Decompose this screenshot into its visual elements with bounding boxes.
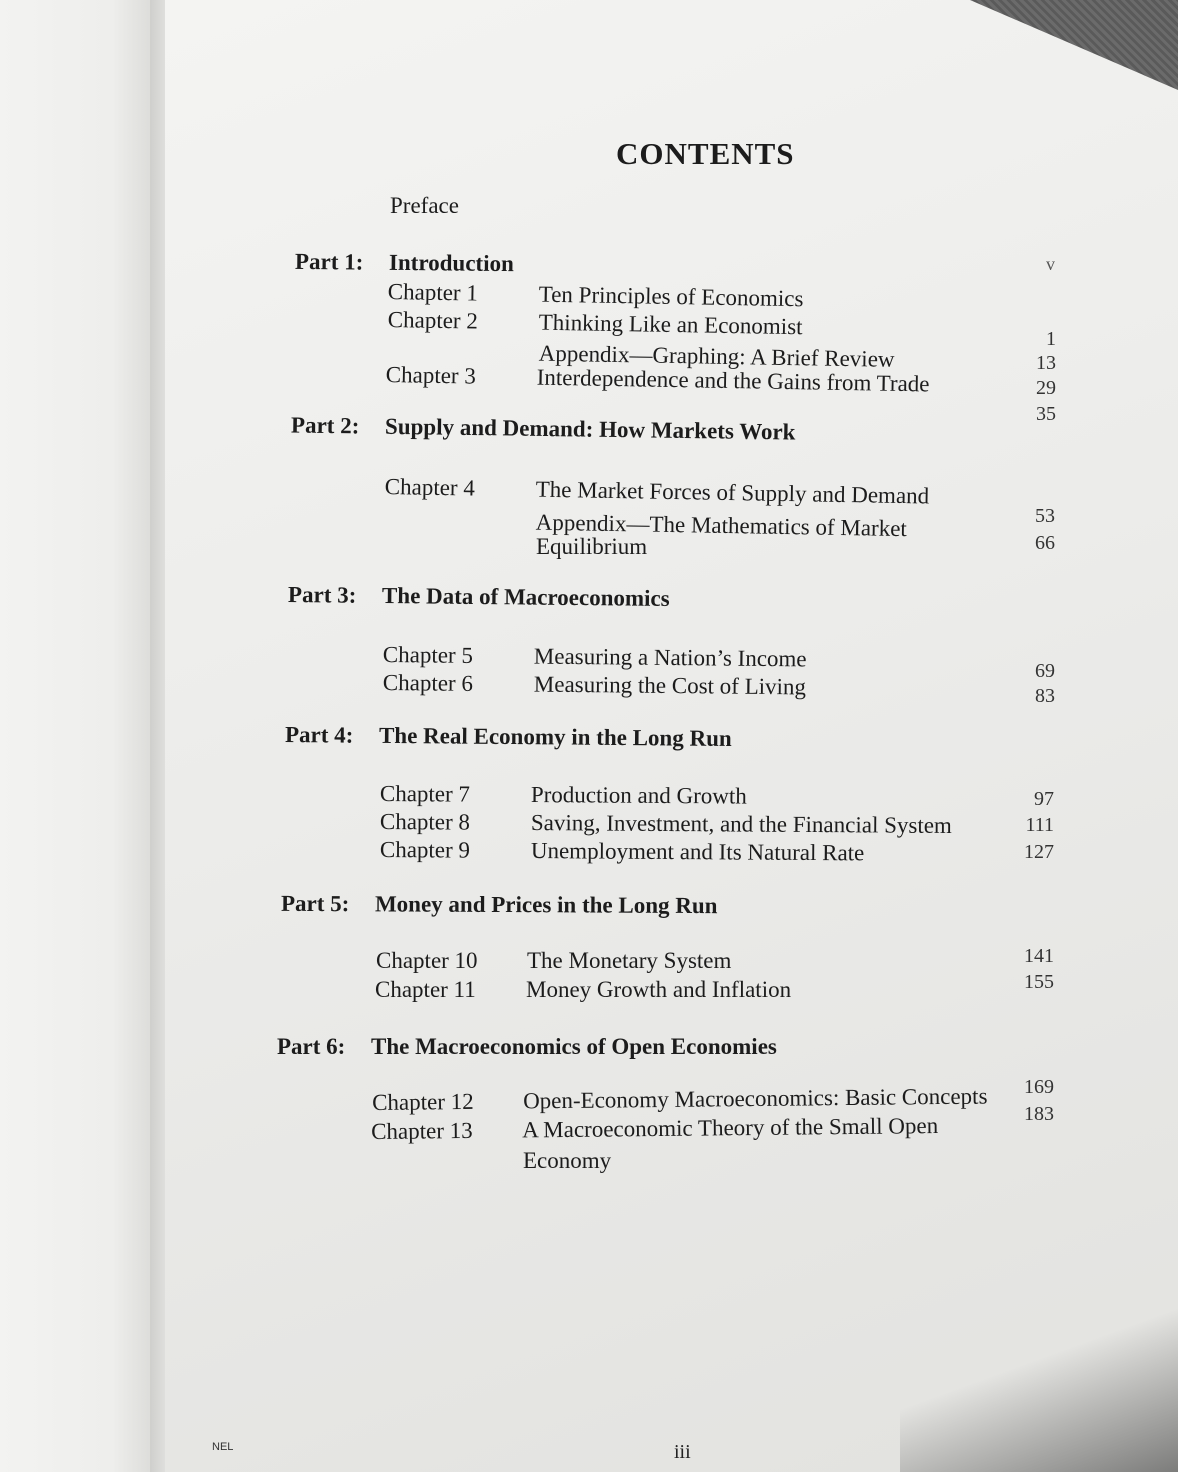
chapter-label: Chapter 1 xyxy=(387,279,479,306)
chapter-title: The Market Forces of Supply and Demand xyxy=(535,476,930,509)
page-number: 66 xyxy=(1035,532,1055,554)
part-label: Part 5: xyxy=(280,890,350,917)
page-number: 97 xyxy=(1034,788,1054,810)
chapter-label: Chapter 7 xyxy=(379,781,471,807)
chapter-title: Thinking Like an Economist xyxy=(538,309,803,340)
part-title: Money and Prices in the Long Run xyxy=(374,891,718,919)
chapter-title: Ten Principles of Economics xyxy=(538,281,804,312)
page-number: 13 xyxy=(1036,352,1056,374)
part-label: Part 6: xyxy=(277,1034,346,1059)
page-shadow xyxy=(900,1300,1178,1472)
chapter-label: Chapter 12 xyxy=(372,1088,474,1115)
part-title: The Data of Macroeconomics xyxy=(381,582,670,611)
part-label: Part 2: xyxy=(290,412,360,439)
preface-label: Preface xyxy=(390,193,459,218)
part-heading xyxy=(288,582,670,612)
chapter-label: Chapter 3 xyxy=(385,362,477,389)
preface-page-number: v xyxy=(1046,254,1055,274)
chapter-title: The Monetary System xyxy=(527,948,732,973)
part-label: Part 1: xyxy=(294,248,364,275)
page-number: 83 xyxy=(1035,685,1055,707)
facing-page xyxy=(0,0,160,1472)
chapter-label: Chapter 13 xyxy=(371,1117,473,1144)
page-number: 69 xyxy=(1035,660,1055,682)
footer-publisher-mark: NEL xyxy=(212,1441,234,1453)
chapter-label: Chapter 6 xyxy=(382,670,474,696)
part-title: The Real Economy in the Long Run xyxy=(378,722,732,751)
part-heading xyxy=(281,891,718,919)
chapter-title: Economy xyxy=(523,1148,612,1173)
chapter-title: Measuring a Nation’s Income xyxy=(533,643,807,672)
part-title: Introduction xyxy=(388,249,514,277)
chapter-label: Chapter 9 xyxy=(379,837,471,863)
page-number: 29 xyxy=(1036,377,1056,399)
part-heading xyxy=(285,722,732,752)
chapter-title: Unemployment and Its Natural Rate xyxy=(530,838,865,866)
page-number: 127 xyxy=(1024,841,1054,863)
chapter-label: Chapter 5 xyxy=(382,642,474,668)
part-title: The Macroeconomics of Open Economies xyxy=(371,1034,777,1059)
chapter-title: Money Growth and Inflation xyxy=(526,977,792,1002)
chapter-label: Chapter 4 xyxy=(384,474,476,501)
part-label: Part 3: xyxy=(287,582,357,608)
chapter-label: Chapter 2 xyxy=(387,307,479,334)
chapter-title: Open-Economy Macroeconomics: Basic Concepts xyxy=(522,1083,988,1114)
chapter-label: Chapter 11 xyxy=(375,977,476,1002)
chapter-title: Interdependence and the Gains from Trade xyxy=(536,364,930,397)
chapter-title: Production and Growth xyxy=(530,782,747,809)
page-number: 1 xyxy=(1046,328,1056,350)
chapter-label: Chapter 10 xyxy=(376,948,478,973)
chapter-title: Appendix—Graphing: A Brief Review xyxy=(538,340,895,372)
page-number: 183 xyxy=(1024,1103,1054,1125)
page-number: 141 xyxy=(1024,945,1054,967)
page-number: 155 xyxy=(1024,971,1054,993)
chapter-title: Appendix—The Mathematics of Market xyxy=(535,509,908,542)
chapter-title: Equilibrium xyxy=(536,534,648,559)
chapter-title: Measuring the Cost of Living xyxy=(533,671,807,700)
part-title: Supply and Demand: How Markets Work xyxy=(384,413,796,445)
page-number: 35 xyxy=(1036,403,1056,425)
chapter-title: A Macroeconomic Theory of the Small Open xyxy=(521,1113,939,1143)
part-label: Part 4: xyxy=(284,722,354,748)
footer-page-number: iii xyxy=(674,1441,691,1463)
page-title: CONTENTS xyxy=(616,136,795,171)
part-heading xyxy=(295,249,514,277)
chapter-label: Chapter 8 xyxy=(379,809,471,835)
page-number: 111 xyxy=(1025,814,1054,836)
page-number: 169 xyxy=(1024,1076,1054,1098)
chapter-title: Saving, Investment, and the Financial System xyxy=(530,810,952,838)
page-number: 53 xyxy=(1035,505,1055,527)
part-heading xyxy=(277,1034,777,1060)
